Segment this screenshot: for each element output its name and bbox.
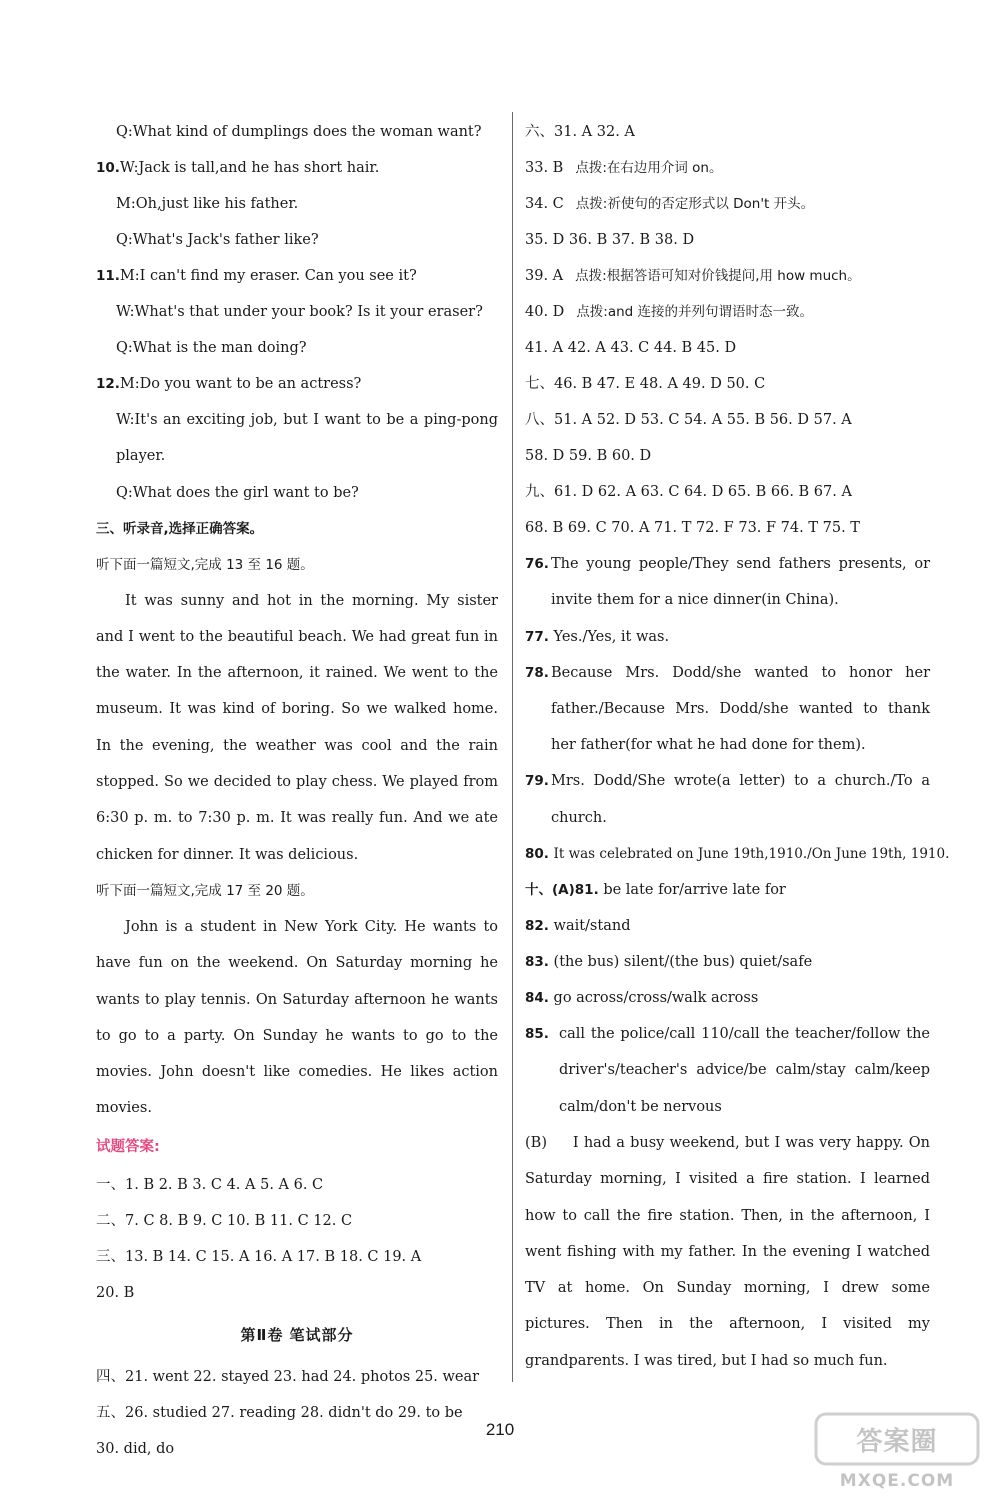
answers-heading: 试题答案: <box>96 1138 160 1155</box>
q10-m: M:Oh,just like his father. <box>116 196 299 212</box>
q12-number: 12. <box>96 376 120 392</box>
answer-35-38: 35. D 36. B 37. B 38. D <box>525 232 695 248</box>
answer-77: 77. Yes./Yes, it was. <box>525 628 670 645</box>
answer-row-3: 三、13. B 14. C 15. A 16. A 17. B 18. C 19. A <box>96 1248 422 1265</box>
passage1-intro: 听下面一篇短文,完成 13 至 16 题。 <box>96 556 314 573</box>
q11-number: 11. <box>96 268 120 284</box>
answer-82: 82. wait/stand <box>525 918 631 935</box>
page-number: 210 <box>485 1420 515 1439</box>
q10-number: 10. <box>96 160 120 176</box>
answer-row-5: 四、21. went 22. stayed 23. had 24. photos 25. wear <box>96 1368 480 1385</box>
right-column <box>525 114 950 1379</box>
q11-w: W:What's that under your book? Is it your eraser? <box>116 304 483 320</box>
passage2-intro: 听下面一篇短文,完成 17 至 20 题。 <box>96 882 314 899</box>
answer-row-2: 二、7. C 8. B 9. C 10. B 11. C 12. C <box>96 1212 353 1229</box>
passage1-text: It was sunny and hot in the morning. My sister and I went to the beautiful beach. We had great fun in the water. In the afternoon, it rained. We went to the museum. It was kind of boring. So we walked home. In the evening, the weather was cool and the rain stopped. So we decided to play chess. We played from 6:30 p. m. to 7:30 p. m. It was really fun. And we ate chicken for dinner. It was delicious. <box>96 592 498 863</box>
answer-row-7: 30. did, do <box>96 1440 175 1457</box>
answer-85: 85. call the police/call 110/call the teacher/follow the driver's/teacher's advice/be calm/stay calm/keep calm/don't be nervous <box>525 1026 930 1115</box>
column-divider <box>512 112 513 1382</box>
part-b-passage: (B) I had a busy weekend, but I was very happy. On Saturday morning, I visited a fire station. I learned how to call the fire station. Then, in the afternoon, I went fishing with my father. In the evening I watched TV at home. On Sunday morning, I drew some pictures. Then in the afternoon, I visited my grandparents. I was tired, but I had so much fun. <box>525 1134 931 1369</box>
section3-title: 三、听录音,选择正确答案。 <box>96 520 264 537</box>
answer-row-4: 20. B <box>96 1284 135 1301</box>
answer-51-57: 八、51. A 52. D 53. C 54. A 55. B 56. D 57. A <box>525 412 852 428</box>
answer-81: 十、(A)81. be late for/arrive late for <box>525 882 786 899</box>
watermark-top-text: 答案圈 <box>856 1427 938 1457</box>
answer-79: 79. Mrs. Dodd/She wrote(a letter) to a church./To a church. <box>525 773 930 826</box>
q9-question: Q:What kind of dumplings does the woman want? <box>116 124 482 140</box>
answer-80: 80. It was celebrated on June 19th,1910./On June 19th, 1910. <box>525 846 950 863</box>
passage2-text: John is a student in New York City. He wants to have fun on the weekend. On Saturday morning he wants to play tennis. On Saturday afternoon he wants to go to a party. On Sunday he wants to go to the movies. John doesn't like comedies. He likes action movies. <box>96 918 498 1117</box>
part2-title: 第Ⅱ卷 笔试部分 <box>240 1325 354 1344</box>
q10-q: Q:What's Jack's father like? <box>116 232 319 248</box>
answer-84: 84. go across/cross/walk across <box>525 990 759 1007</box>
q10-w: 10.W:Jack is tall,and he has short hair. <box>96 160 380 176</box>
q11-m: 11.M:I can't find my eraser. Can you see it? <box>96 268 417 284</box>
answer-76: 76. The young people/They send fathers presents, or invite them for a nice dinner(in China). <box>525 556 930 609</box>
part-b-label: (B) <box>525 1134 547 1151</box>
answer-58-60: 58. D 59. B 60. D <box>525 448 652 464</box>
answer-39: 39. A 点拨:根据答语可知对价钱提问,用 how much。 <box>525 268 861 284</box>
answer-61-67: 九、61. D 62. A 63. C 64. D 65. B 66. B 67. A <box>525 484 852 500</box>
answer-row-6: 五、26. studied 27. reading 28. didn't do 29. to be <box>96 1404 463 1421</box>
left-column <box>96 114 498 1467</box>
q11-q: Q:What is the man doing? <box>116 340 307 356</box>
answer-68-75: 68. B 69. C 70. A 71. T 72. F 73. F 74. T 75. T <box>525 520 860 536</box>
watermark-bottom-text: MXQE.COM <box>839 1471 955 1491</box>
q12-q: Q:What does the girl want to be? <box>116 484 359 501</box>
answer-40: 40. D 点拨:and 连接的并列句谓语时态一致。 <box>525 304 814 320</box>
answer-34: 34. C 点拨:祈使句的否定形式以 Don't 开头。 <box>525 196 815 212</box>
answer-41-45: 41. A 42. A 43. C 44. B 45. D <box>525 340 737 356</box>
answer-row-1: 一、1. B 2. B 3. C 4. A 5. A 6. C <box>96 1176 324 1193</box>
q12-w: W:It's an exciting job, but I want to be a ping-pong player. <box>116 412 498 465</box>
answer-46-50: 七、46. B 47. E 48. A 49. D 50. C <box>525 376 766 392</box>
answer-83: 83. (the bus) silent/(the bus) quiet/safe <box>525 954 813 971</box>
q12-m: 12.M:Do you want to be an actress? <box>96 376 362 392</box>
answer-33: 33. B 点拨:在右边用介词 on。 <box>525 160 723 176</box>
answer-78: 78. Because Mrs. Dodd/she wanted to honor her father./Because Mrs. Dodd/she wanted to thank her father(for what he had done for them). <box>525 664 930 754</box>
watermark-logo <box>812 1410 982 1494</box>
answer-31-32: 六、31. A 32. A <box>525 124 635 140</box>
